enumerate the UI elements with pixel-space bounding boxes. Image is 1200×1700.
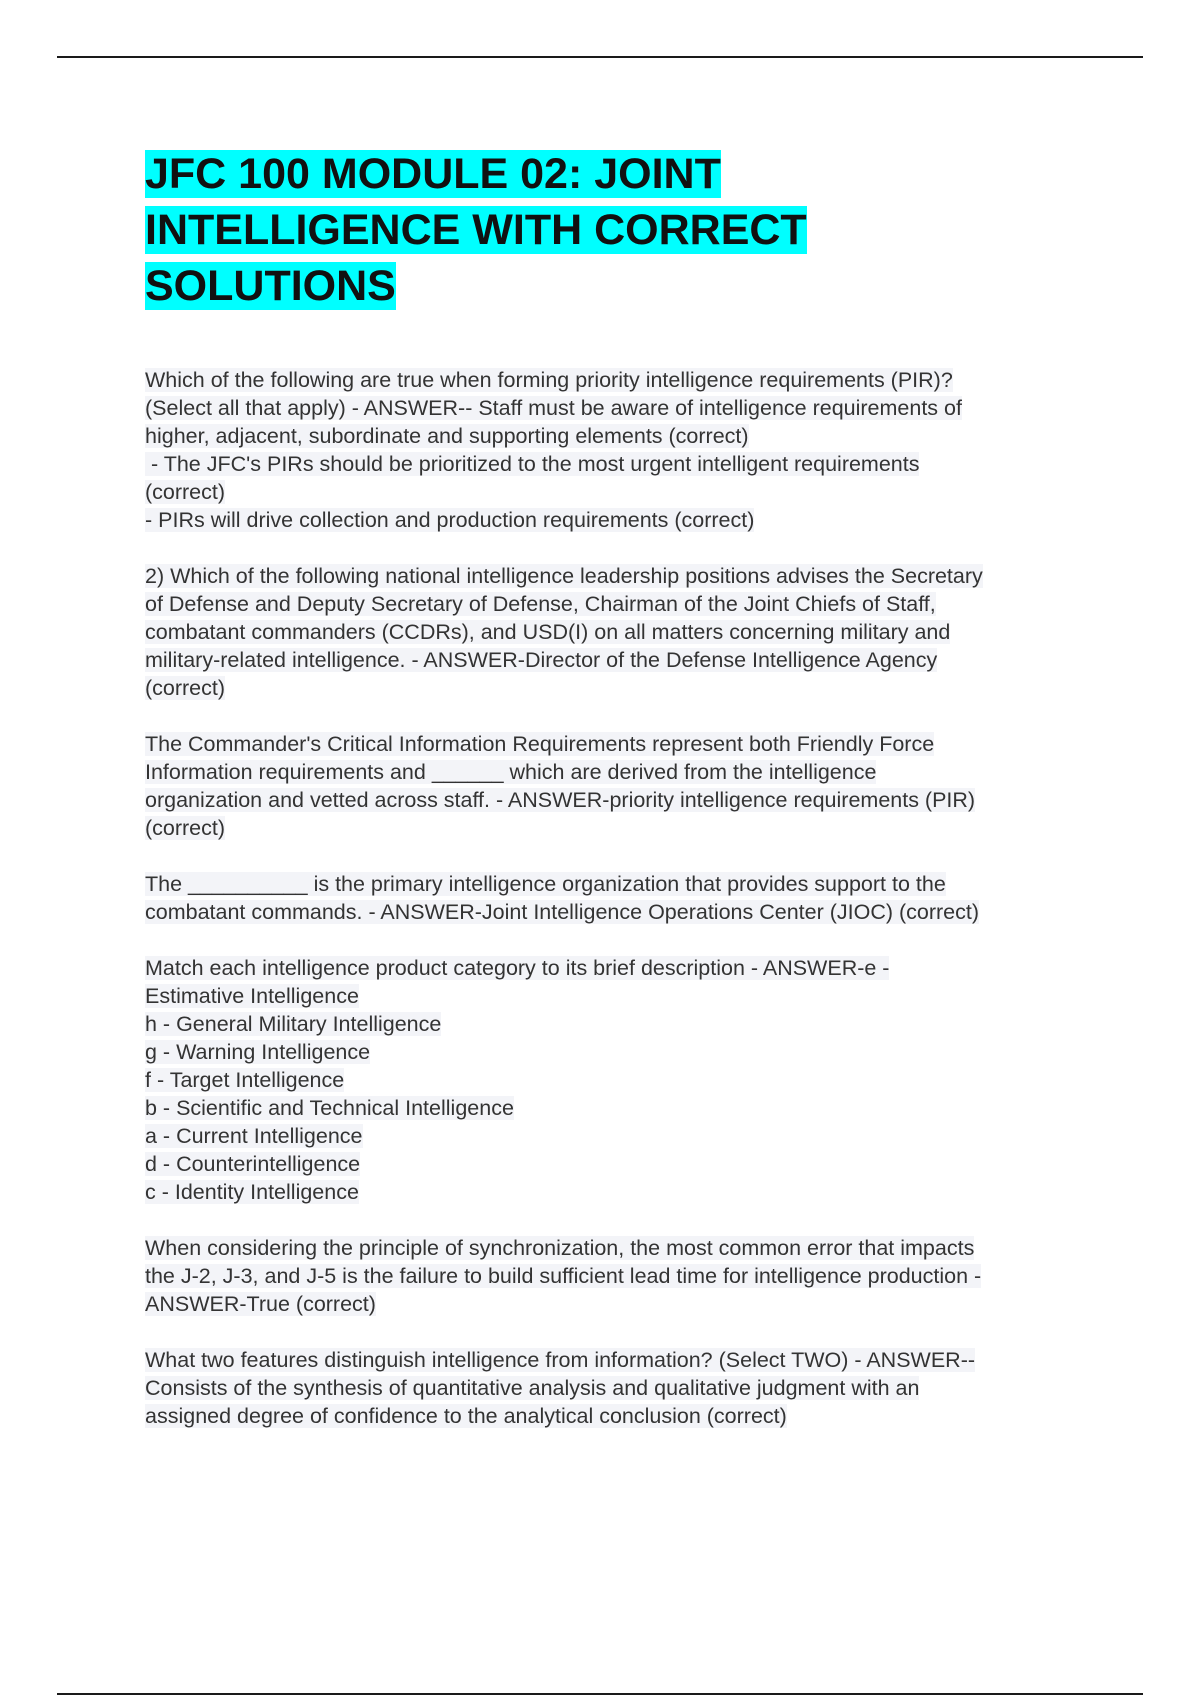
- qa-line-text: (correct): [145, 816, 226, 840]
- qa-line: [145, 898, 1105, 926]
- qa-line-text: b - Scientific and Technical Intelligence: [145, 1096, 514, 1120]
- bottom-rule: [57, 1693, 1143, 1695]
- qa-line: [145, 1374, 1105, 1402]
- qa-line: [145, 1066, 1105, 1094]
- qa-line-text: - The JFC's PIRs should be prioritized to the most urgent intelligent requirements: [145, 452, 920, 476]
- qa-line-text: What two features distinguish intelligence from information? (Select TWO) - ANSWER--: [145, 1348, 976, 1372]
- qa-line: [145, 814, 1105, 842]
- qa-line-text: h - General Military Intelligence: [145, 1012, 442, 1036]
- qa-line: [145, 786, 1105, 814]
- qa-block: [145, 366, 1105, 534]
- qa-line: [145, 1262, 1105, 1290]
- qa-line-text: g - Warning Intelligence: [145, 1040, 371, 1064]
- qa-line-text: The __________ is the primary intelligence organization that provides support to the: [145, 872, 946, 896]
- qa-line-text: Match each intelligence product category to its brief description - ANSWER-e -: [145, 956, 890, 980]
- qa-line-text: 2) Which of the following national intelligence leadership positions advises the Secretary: [145, 564, 983, 588]
- qa-line: [145, 366, 1105, 394]
- qa-line: [145, 1346, 1105, 1374]
- qa-line: [145, 394, 1105, 422]
- qa-line: [145, 618, 1105, 646]
- qa-line-text: Which of the following are true when forming priority intelligence requirements (PIR)?: [145, 368, 953, 392]
- qa-line-text: Consists of the synthesis of quantitative analysis and qualitative judgment with an: [145, 1376, 920, 1400]
- qa-line-text: f - Target Intelligence: [145, 1068, 345, 1092]
- qa-line-text: Estimative Intelligence: [145, 984, 359, 1008]
- qa-block: [145, 870, 1105, 926]
- qa-line: [145, 1150, 1105, 1178]
- qa-line: [145, 954, 1105, 982]
- qa-line-text: combatant commands. - ANSWER-Joint Intelligence Operations Center (JIOC) (correct): [145, 900, 980, 924]
- qa-list: [145, 366, 1105, 1430]
- qa-line: [145, 562, 1105, 590]
- qa-block: [145, 562, 1105, 702]
- qa-line: [145, 870, 1105, 898]
- qa-line-text: military-related intelligence. - ANSWER-Director of the Defense Intelligence Agency: [145, 648, 938, 672]
- qa-line: [145, 1094, 1105, 1122]
- qa-line-text: c - Identity Intelligence: [145, 1180, 359, 1204]
- document-title: [145, 146, 1105, 314]
- qa-line-text: - PIRs will drive collection and production requirements (correct): [145, 508, 755, 532]
- qa-line-text: combatant commanders (CCDRs), and USD(I) on all matters concerning military and: [145, 620, 951, 644]
- qa-block: [145, 1346, 1105, 1430]
- qa-line: [145, 730, 1105, 758]
- qa-line: [145, 646, 1105, 674]
- qa-block: [145, 1234, 1105, 1318]
- qa-line: [145, 422, 1105, 450]
- qa-line: [145, 478, 1105, 506]
- qa-line: [145, 1234, 1105, 1262]
- qa-line-text: The Commander's Critical Information Requirements represent both Friendly Force: [145, 732, 935, 756]
- qa-line-text: of Defense and Deputy Secretary of Defense, Chairman of the Joint Chiefs of Staff,: [145, 592, 936, 616]
- qa-line-text: assigned degree of confidence to the analytical conclusion (correct): [145, 1404, 787, 1428]
- qa-line-text: ANSWER-True (correct): [145, 1292, 376, 1316]
- qa-block: [145, 954, 1105, 1206]
- title-line: INTELLIGENCE WITH CORRECT: [145, 206, 807, 254]
- qa-line: [145, 1010, 1105, 1038]
- qa-line: [145, 1122, 1105, 1150]
- qa-line-text: Information requirements and ______ which are derived from the intelligence: [145, 760, 877, 784]
- qa-block: [145, 730, 1105, 842]
- qa-line: [145, 674, 1105, 702]
- title-line: SOLUTIONS: [145, 262, 396, 310]
- qa-line: [145, 982, 1105, 1010]
- document-body: [145, 146, 1105, 1458]
- qa-line-text: (Select all that apply) - ANSWER-- Staff must be aware of intelligence requirements of: [145, 396, 962, 420]
- qa-line-text: a - Current Intelligence: [145, 1124, 363, 1148]
- qa-line: [145, 1038, 1105, 1066]
- qa-line: [145, 1290, 1105, 1318]
- qa-line-text: higher, adjacent, subordinate and supporting elements (correct): [145, 424, 749, 448]
- qa-line: [145, 1402, 1105, 1430]
- qa-line-text: (correct): [145, 480, 226, 504]
- qa-line-text: d - Counterintelligence: [145, 1152, 361, 1176]
- qa-line: [145, 758, 1105, 786]
- qa-line: [145, 590, 1105, 618]
- qa-line: [145, 450, 1105, 478]
- qa-line-text: (correct): [145, 676, 226, 700]
- title-line: JFC 100 MODULE 02: JOINT: [145, 150, 721, 198]
- qa-line-text: the J-2, J-3, and J-5 is the failure to build sufficient lead time for intelligence production -: [145, 1264, 982, 1288]
- qa-line: [145, 1178, 1105, 1206]
- qa-line-text: When considering the principle of synchronization, the most common error that impacts: [145, 1236, 975, 1260]
- qa-line-text: organization and vetted across staff. - ANSWER-priority intelligence requirements (PIR): [145, 788, 976, 812]
- top-rule: [57, 56, 1143, 58]
- qa-line: [145, 506, 1105, 534]
